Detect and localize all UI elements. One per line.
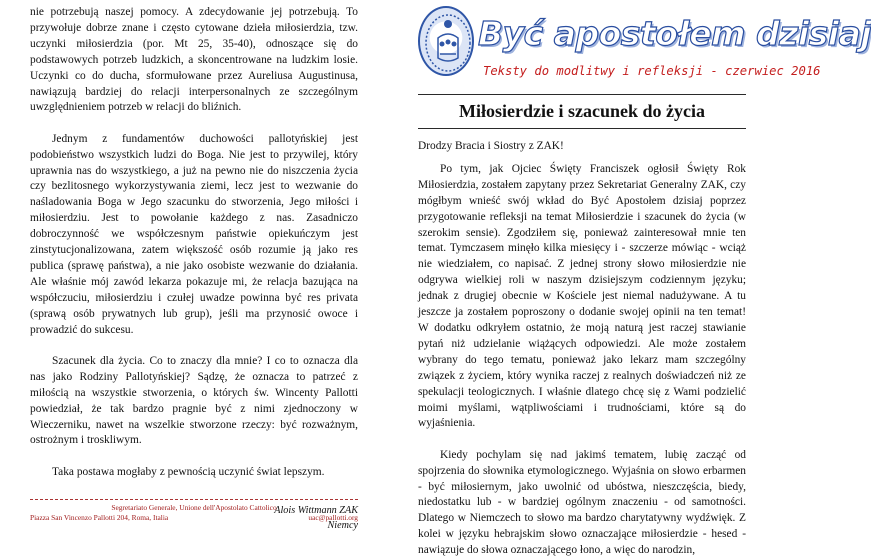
author-name: Alois Wittmann ZAK xyxy=(274,504,358,516)
left-paragraph-1: nie potrzebują naszej pomocy. A zdecydowanie jej potrzebują. To przywołuje dobrze znane i często cytowane dzieła miłosierdzia, tzw. uczynki miłosierdzia (por. Mt 25, 35-40), odnoszące się do podstawowych potrzeb ludzkich, a skoncentrowane na ludzkim losie. Uczynki co do ducha, sformułowane przez Aureliusa Augustinusa, nawiązują bardziej do relacji interpersonalnych ze szczególnym uwzględnieniem potrzeb w relacji do bliźnich. xyxy=(30,6,358,114)
masthead-subtitle: Teksty do modlitwy i refleksji - czerwiec 2016 xyxy=(483,64,821,78)
author-country: Niemcy xyxy=(327,519,358,531)
footer-email[interactable]: uac@pallotti.org xyxy=(308,513,358,522)
left-paragraph-2: Jednym z fundamentów duchowości pallotyńskiej jest podobieństwo wszystkich ludzi do Boga. Nie jest to przywilej, który uprawnia nas do wszystkiego, a już na pewno nie do niszczenia życia czy bezlitosnego wykorzystywania ziemi, lecz jest to wezwanie do naśladowania Boga w Jego szacunku do stworzenia, Jego miłości i miłosierdziu. Jest to powołanie każdego z nas. Zasadniczo dobroczynność we współczesnym państwie opiekuńczym jest zinstytucjonalizowana, zatem większość osób rozumie ją jako res publica (sprawę państwa), a nie jako osobiste wezwanie do działania. Ale właśnie mój zawód lekarza pokazuje mi, że relacja bazująca na współczuciu, miłosierdziu i czułej uwadze powinna być res privata (sprawą osób prywatnych lub grup), jeśli ma przynosić owoce i prowadzić do sukcesu. xyxy=(30,132,358,336)
right-paragraph-1: Po tym, jak Ojciec Święty Franciszek ogłosił Święty Rok Miłosierdzia, zostałem zapytany przez Sekretariat Generalny ZAK, czy mógłbym wnieść swój wkład do Być Apostołem dzisiaj poprzez przygotowanie refleksji na temat Miłosierdzie i szacunek do życia (w szerokim sensie). Zgodziłem się, ponieważ zainteresował mnie ten temat. Tymczasem minęło kilka miesięcy i - szczerze mówiąc - wciąż nie wiedziałem, co napisać. Z jednej strony słowo miłosierdzie nie odgrywa wielkiej roli w naszym dzisiejszym codziennym języku; jednak z drugiej obecnie w Kościele jest niemal nadużywane. A tu jeszcze ja zostałem poproszony o dodanie swojej opinii na ten temat! W dodatku odkryłem ostatnio, że moją naturą jest raczej stawianie pytań niż udzielanie wiążących odpowiedzi. Ale może zostałem wybrany do tego tematu, ponieważ jako lekarz mam szczególny związek z życiem, który wynika raczej z realnych doświadczeń niż ze spekulacji teologicznych. I właśnie dlatego chcę się z Wami podzielić moimi myślami, wątpliwościami i trudnościami, które są do wyjaśnienia. xyxy=(418,162,746,430)
article-heading: Miłosierdzie i szacunek do życia xyxy=(459,101,705,121)
left-paragraph-4: Taka postawa mogłaby z pewnością uczynić świat lepszym. xyxy=(52,465,325,478)
right-column xyxy=(418,139,746,559)
footer xyxy=(30,503,358,523)
ornate-circular-logo-icon xyxy=(418,6,474,76)
footer-address: Piazza San Vincenzo Pallotti 204, Roma, Italia xyxy=(30,513,169,522)
masthead-title: Być apostołem dzisiaj xyxy=(478,14,871,53)
masthead xyxy=(418,6,871,92)
heading-rule-bottom xyxy=(418,128,746,129)
greeting: Drodzy Bracia i Siostry z ZAK! xyxy=(418,140,564,152)
left-paragraph-3: Szacunek dla życia. Co to znaczy dla mnie? I co to oznacza dla nas jako Rodziny Pallotyńskiej? Sądzę, że oznacza to patrzeć z miłością na wszystkie stworzenia, o których św. Wincenty Pallotti powiedział, że tak bardzo pragnie być z nimi zjednoczony w Wieczerniku, nawet na wszelkie stworzone rzeczy: być rozważnym, ostrożnym i troskliwym. xyxy=(30,354,358,447)
left-column xyxy=(30,5,358,533)
footer-org: Segretariato Generale, Unione dell'Apostolato Cattolico xyxy=(111,503,277,512)
footer-divider xyxy=(30,499,358,500)
right-paragraph-2: Kiedy pochylam się nad jakimś tematem, lubię zacząć od spojrzenia do słownika etymologicznego. Wyjaśnia on słowo erbarmen - być miłosiernym, jako uwolnić od ubóstwa, nieszczęścia, biedy, niedostatku lub - w bardziej ogólnym znaczeniu - od samotności. Dlatego w Niemczech to słowo ma bardzo charytatywny wydźwięk. Z kolei w języku hebrajskim słowo oznaczające miłosierdzie - hesed - nawiązuje do słowa oznaczającego łono, a więc do narodzin, xyxy=(418,448,746,557)
heading-rule-top xyxy=(418,94,746,95)
